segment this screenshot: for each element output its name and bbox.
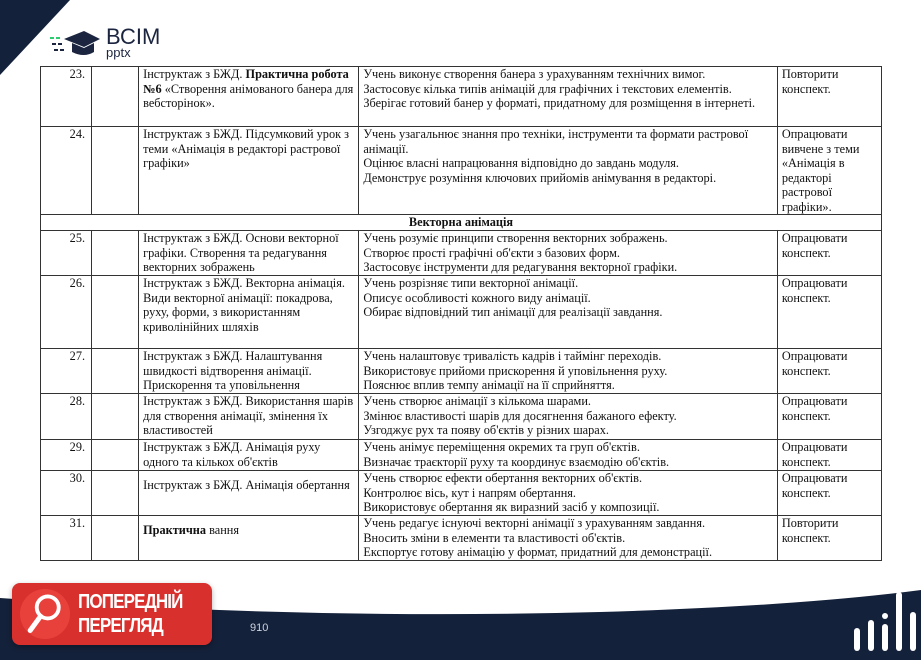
topic-text: Інструктаж з БЖД. Підсумковий урок з теми «Анімація в редакторі растрової графіки» [143, 127, 350, 170]
outcome-line: Пояснює вплив темпу анімації на її сприйняття. [363, 378, 615, 392]
logo-brand: ВСІМ [106, 24, 161, 49]
learning-outcomes [359, 440, 777, 471]
learning-outcomes [359, 349, 777, 394]
lesson-number: 27. [41, 349, 92, 394]
lesson-date [92, 394, 139, 440]
lesson-date [92, 516, 139, 561]
outcome-line: Учень створює анімації з кількома шарами. [363, 394, 591, 408]
lesson-number: 24. [41, 127, 92, 215]
outcome-line: Учень анімує переміщення окремих та груп об'єктів. [363, 440, 640, 454]
lesson-date [92, 349, 139, 394]
lesson-date [92, 231, 139, 276]
lesson-plan-table [40, 66, 882, 561]
learning-outcomes [359, 471, 777, 516]
section-title: Векторна анімація [41, 215, 882, 231]
topic-text: Інструктаж з БЖД. Основи векторної графіки. Створення та редагування векторних зображень [143, 231, 339, 274]
table-row [41, 440, 882, 471]
lesson-date [92, 127, 139, 215]
topic-rest: вання [209, 523, 240, 537]
lesson-topic [139, 349, 359, 394]
homework: Повторити конспект. [777, 516, 881, 561]
topic-text: Інструктаж з БЖД. Анімація обертання [143, 478, 350, 492]
lesson-topic [139, 67, 359, 127]
outcome-line: Учень редагує існуючі векторні анімації з урахуванням завдання. [363, 516, 706, 530]
outcome-line: Учень розуміє принципи створення векторних зображень. [363, 231, 668, 245]
brand-bars-icon [852, 590, 921, 651]
learning-outcomes [359, 231, 777, 276]
outcome-line: Змінює властивості шарів для досягнення бажаного ефекту. [363, 408, 677, 423]
lesson-number: 31. [41, 516, 92, 561]
lesson-number: 26. [41, 276, 92, 349]
topic-text: Інструктаж з БЖД. Векторна анімація. Види векторної анімації: покадрова, руху, форми, з використанням криволінійних шляхів [143, 276, 345, 334]
outcome-line: Контролює вісь, кут і напрям обертання. [363, 485, 576, 500]
preview-badge[interactable] [12, 583, 212, 645]
outcome-line: Створює прості графічні об'єкти з базових форм. [363, 245, 620, 260]
lesson-number: 30. [41, 471, 92, 516]
outcome-line: Використовує обертання як виразний засіб у композиції. [363, 500, 660, 514]
lesson-topic [139, 394, 359, 440]
table-row [41, 349, 882, 394]
lesson-topic [139, 440, 359, 471]
table-row [41, 231, 882, 276]
outcome-line: Застосовує кілька типів анімацій для графічних і текстових елементів. [363, 81, 732, 96]
table-row [41, 127, 882, 215]
lesson-topic [139, 471, 359, 516]
badge-line2: ПЕРЕГЛЯД [78, 615, 163, 637]
learning-outcomes [359, 127, 777, 215]
magnifier-icon [24, 592, 66, 636]
lesson-date [92, 440, 139, 471]
lesson-topic [139, 231, 359, 276]
topic-bold: Практична робота №6 [143, 67, 349, 96]
homework: Опрацювати конспект. [777, 471, 881, 516]
badge-line1: ПОПЕРЕДНІЙ [78, 591, 183, 613]
table-row [41, 276, 882, 349]
outcome-line: Визначає траєкторії руху та координує взаємодію об'єктів. [363, 454, 670, 469]
homework: Опрацювати конспект. [777, 440, 881, 471]
lesson-number: 28. [41, 394, 92, 440]
outcome-line: Зберігає готовий банер у форматі, придатному для розміщення в інтернеті. [363, 96, 756, 110]
outcome-line: Використовує прийоми прискорення й уповільнення руху. [363, 363, 668, 378]
outcome-line: Демонструє розуміння ключових прийомів анімування в редакторі. [363, 170, 717, 185]
outcome-line: Учень розрізняє типи векторної анімації. [363, 276, 579, 290]
outcome-line: Учень налаштовує тривалість кадрів і таймінг переходів. [363, 349, 662, 363]
page-number: 910 [250, 622, 269, 634]
outcome-line: Описує особливості кожного виду анімації. [363, 290, 591, 305]
outcome-line: Експортує готову анімацію у формат, придатний для демонстрації. [363, 545, 713, 559]
graduation-cap-icon [50, 30, 100, 56]
topic-text: Інструктаж з БЖД. Використання шарів для створення анімації, змінення їх властивостей [143, 394, 354, 437]
outcome-line: Учень узагальнює знання про техніки, інструменти та формати растрової анімації. [363, 127, 749, 156]
lesson-number: 25. [41, 231, 92, 276]
outcome-line: Учень виконує створення банера з урахуванням технічних вимог. [363, 67, 706, 81]
homework: Повторити конспект. [777, 67, 881, 127]
homework: Опрацювати конспект. [777, 394, 881, 440]
homework: Опрацювати вивчене з теми «Анімація в редакторі растрової графіки». [777, 127, 881, 215]
topic-text: Інструктаж з БЖД. Анімація руху одного та кількох об'єктів [143, 440, 321, 469]
topic-bold: Практична [143, 523, 207, 537]
lesson-topic [139, 516, 359, 561]
outcome-line: Оцінює власні напрацювання відповідно до завдань модуля. [363, 156, 680, 170]
table-row [41, 67, 882, 127]
topic-text: Інструктаж з БЖД. Налаштування швидкості відтворення анімації. Прискорення та уповільнення [143, 349, 323, 392]
badge-text [78, 590, 183, 638]
outcome-line: Обирає відповідний тип анімації для реалізації завдання. [363, 305, 663, 319]
lesson-date [92, 67, 139, 127]
learning-outcomes [359, 516, 777, 561]
lesson-date [92, 471, 139, 516]
topic-rest: «Створення анімованого банера для вебсторінок». [143, 81, 354, 110]
outcome-line: Учень створює ефекти обертання векторних об'єктів. [363, 471, 643, 485]
lesson-topic [139, 276, 359, 349]
lesson-number: 23. [41, 67, 92, 127]
outcome-line: Застосовує інструменти для редагування векторної графіки. [363, 260, 678, 274]
lesson-number: 29. [41, 440, 92, 471]
lesson-date [92, 276, 139, 349]
homework: Опрацювати конспект. [777, 276, 881, 349]
logo [50, 26, 160, 59]
topic-text: Інструктаж з БЖД. [143, 67, 246, 81]
logo-sub: pptx [106, 45, 131, 60]
learning-outcomes [359, 394, 777, 440]
table-row [41, 516, 882, 561]
learning-outcomes [359, 276, 777, 349]
outcome-line: Узгоджує рух та появу об'єктів у різних шарах. [363, 423, 609, 437]
table-row [41, 394, 882, 440]
table-row [41, 471, 882, 516]
section-row [41, 215, 882, 231]
outcome-line: Вносить зміни в елементи та властивості об'єктів. [363, 530, 626, 545]
learning-outcomes [359, 67, 777, 127]
homework: Опрацювати конспект. [777, 231, 881, 276]
homework: Опрацювати конспект. [777, 349, 881, 394]
lesson-topic [139, 127, 359, 215]
